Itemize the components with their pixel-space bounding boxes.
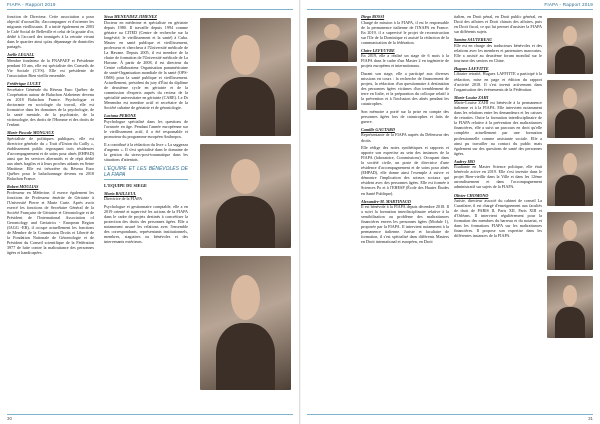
left-column-1 (7, 14, 94, 408)
member-name: Marie-Pascale MONGAUX (7, 129, 55, 135)
section-rule (104, 179, 188, 180)
paragraph: Directrice de la FIAPA (104, 196, 143, 202)
member-name: Claire LEFEUVRE (361, 47, 395, 53)
portrait-photo (547, 80, 593, 138)
paragraph: Elle rédige des notes synthétiques et rapports et apporte son expertise au sein des instances de la FIAPA (laboratoire, Commissions). Occupant dans la société civile, un poste de directrice d'une résidence d'accompagnement et de soins pour aînés (EHPAD), elle donne ainsi l'exemple à suivre et démontre l'implication des acteurs sociaux qui résident avec des personnes âgées. Elle est formée à Sciences Po et à l'EHESP (École des Hautes Études en Santé Publique). (361, 145, 449, 196)
member-name: Frédérique LUCET (7, 81, 41, 87)
paragraph: Secrétaire Générale du Réseau Euro Québec de Coopération autour de Baluchon Alzheimer devenu en 2018 Baluchon France. Psychologue et doctorante en sociologie du travail, elle est formatrice dans les domaines de la psychologie, de la santé mentale, de la psychiatrie, de la victimologie, des droits de l'Homme et des droits de l'enfant. (7, 86, 94, 127)
paragraph: Durant son stage, elle a participé aux diverses missions en cours : la recherche de financement de projets, la rédaction d'un questionnaire à destination des personnes âgées victimes d'un tremblement de terre en Italie, et la préparation du colloque relatif à la prévention et à l'inclusion des aînés pendant les catastrophes. (361, 70, 449, 107)
paragraph: Libraire retraité, Hugues LAFFITTE a participé à la rédaction, mise en page et édition du rapport d'activité 2018. Il s'est investi activement dans l'organisation des événements de la Fédération. (454, 71, 542, 92)
paragraph: Professeur en Médecine, il exerce également les fonctions de Professeur émérite de Gériatrie à l'Université Pierre et Marie Curie. Après avoir exercé les fonctions de Secrétaire Général de la Société Française de Gériatrie et Gérontologie et de Président de l'International Association of Gerontology and Geriatrics - European Region (IAGG -ER), il occupe actuellement les fonctions de Membre de la Commission Droits et Liberté de la Fondation Nationale de Gérontologie et de Président du Conseil scientifique de la Fédération 3977 de lutte contre la maltraitance des personnes âgées et handicapées. (7, 189, 94, 256)
paragraph: Membre fondateur de la FNAPAEF et Présidente pendant 10 ans, elle est spécialiste des Conseils de Vie Sociale (CVS). Elle est présidente de l'association Bien vieillir ensemble. (7, 57, 94, 79)
paragraph: Il a contribué à la rédaction du livre « La saggezza d'argento ». Il s'est spécialisé dans le domaine de la gestion du stress-post-traumatique dans les situations d'attentats. (104, 141, 188, 162)
member-name: Joëlle LEGALL (7, 52, 35, 58)
portrait-photo (307, 18, 357, 62)
paragraph: Psychologue spécialisé dans les questions de l'avancée en âge. Pendant l'année européenne sur le vieillissement actif, il a été responsable et promoteur du programme européen Anthropos. (104, 118, 188, 140)
subsection-heading: L'EQUIPE DU SIEGE (104, 182, 147, 188)
paragraph: En 2019, elle a réalisé un stage de 6 mois à la FIAPA dans le cadre d'un Master 2 en ingénierie de projets européens et internationaux. (361, 53, 449, 69)
left-column-2 (104, 14, 188, 408)
paragraph: Représentante de la FIAPA auprès du Défenseur des droits. (361, 132, 449, 143)
paragraph: Étudiante en Master Science politique, elle était bénévole active en 2019. Elle s'est investie dans le projet Bien-vieillir dans la Ville et dans les 12ème arrondissement et dans l'accompagnement administratif sur sujets de la FIAPA. (454, 164, 542, 190)
paragraph: italien, en Droit pénal, en Droit public général, en Droit des affaires et Droit chinois des affaires, puis en Droit fiscal, ce qui lui permet d'assister la FIAPA sur différents sujets. (454, 14, 542, 35)
member-name: Hugues LAFFITTE (454, 65, 489, 71)
member-name: Maria BAILLEUL (104, 190, 137, 196)
member-name: Sissu MENENDEZ JIMENEZ (104, 14, 157, 19)
member-name: Luciana PERONE (104, 113, 137, 119)
footer-rule-left (7, 414, 293, 415)
member-name: Alexandre-M. MARTINAUD (361, 198, 411, 204)
paragraph: Elle est en charge des traducteurs bénévoles et des relations avec les membres et partenaires marocains. Elle a assisté au deuxième forum mondial sur le tourisme des seniors en Chine. (454, 42, 542, 63)
portrait-photo (200, 144, 291, 248)
paragraph: Il est bénévole à la FIAPA depuis décembre 2018. Il a suivi la formation interdisciplinaire relative à la sensibilisation au problème des maltraitances financières envers les personnes âgées (Module 1), proposée par la FIAPA. Il intervient notamment à la permanence italienne. Juriste et facultaire de formation, il s'est spécialisé dans différents Masters en Droit international et européen, en Droit (361, 204, 449, 245)
paragraph: Docteur en médecine et spécialiste en gériatrie depuis 1980. Il travaille depuis 1994 comme gériatre au CITED (Centre de recherche sur la longévité, le vieillissement et la santé) à Cuba. Master en santé publique et vieillissement, professeur et chercheur à l'Université médicale de La Havane. Depuis 2005, il est membre de la chaire de formation de l'Université médicale de La Havane. À partir de 2008, il est directeur du Centre collaborateur Organisation panaméricaine de santé-Organisation mondiale de la santé (OPS-OMS) pour la santé publique et vieillissement. Actuellement, président du jury d'État du diplôme de deuxième cycle en gériatrie et de la commission d'experts auprès du recteur de la spécialité universitaire en gériatrie (CARE). Le Dr Menendez est membre actif et secrétaire de la Société cubaine de gériatrie et de gérontologie. (104, 19, 188, 111)
member-name: Olivier CHOMONO (454, 192, 489, 198)
member-name: Marie-Louise ZAHI (454, 94, 489, 100)
portrait-photo (547, 212, 593, 270)
running-header-left: FIAPA - Rapport 2019 (7, 2, 56, 7)
paragraph: fonction de Directeur. Cette association a pour objectif d'accueillir, d'accompagner et d'orienter les migrants vieillissants. Il a initié également en 2003 le Café Social de Belleville et celui de la goutte d'or, dédié à l'accueil des immigrés à la retraite vivant dans le quartier ainsi qu'au dépannage de domiciles partagés. (7, 14, 94, 50)
paragraph: Chargé de mission à la FIAPA, il est le responsable de la permanence italienne de l'INAPA en France. En 2019, il a supervisé le projet de reconstruction sur l'Ile de la Dominique et assisté la rédaction de la communication de la fédération. (361, 19, 449, 45)
portrait-photo (547, 18, 593, 74)
right-page (300, 0, 600, 424)
header-rule-right (307, 9, 593, 10)
member-name: Samira SAUTEREAU (454, 37, 493, 43)
book-spine (299, 0, 301, 424)
right-column-1 (361, 14, 449, 408)
paragraph: Spécialiste de politiques publiques, elle est directrice générale du « Trait d'Union du Cailly », établissement public regroupant trois résidences d'accompagnement et de soins pour aînés (EHPAD) ainsi que les services alternatifs et de répit dédié aux aînés fragiles et à leurs proches aidants en Seine Maritime. Elle est trésorière du Réseau Euro Québec pour le baluchonnage devenu en 2018 Baluchon France. (7, 135, 94, 181)
portrait-photo (200, 18, 291, 136)
member-name: Audrey IRO (454, 158, 475, 164)
page-number-right: 31 (588, 416, 593, 421)
header-rule-left (7, 9, 293, 10)
right-column-2 (454, 14, 542, 408)
paragraph: Juriste, directeur associé du cabinet de conseil La Curatfaire, il est chargé d'enseignement aux facultés de droit de PARIS II, Paris XII, Paris XIII et d'Orléans. Il intervient régulièrement pour la formation des membres du barreau et du notariat, et dans les formations FIAPA sur les maltraitances financières. Il propose son expertise dans les différentes instances de la FIAPA. (454, 198, 542, 239)
paragraph: Marie-Louise ZAHI est bénévole à la permanence italienne et à la FIAPA. Elle intervient notamment dans les relations entre les demandeurs et les caisses de retraites. Outre la formation interdisciplinaire de la FIAPA relative à la prévention des maltraitances financières, elle a suivi un parcours en droit qu'elle complète actuellement par une formation professionnelle comme assistante sociale. Elle a ainsi pu travailler au contact du public mais également sur des questions de santé des personnes âgées. (454, 100, 542, 156)
running-header-right: FIAPA - Rapport 2019 (544, 2, 593, 7)
paragraph: Psychologue et gestionnaire comptable, elle a en 2019 orienté et supervisé les actions de la FIAPA dans le cadre de projets destinés à concrétiser la protection des droits des personnes âgées. Elle a notamment assuré les relations avec l'ensemble des correspondants, représentants institutionnels, membres, stagiaires ou bénévoles et des intervenants extérieurs. (104, 203, 188, 245)
member-name: Diego ROSSI (361, 14, 385, 19)
page-number-left: 30 (7, 416, 12, 421)
portrait-photo (200, 256, 291, 390)
footer-rule-right (307, 414, 593, 415)
portrait-photo (307, 66, 357, 110)
paragraph: Son mémoire a porté sur la prise en compte des personnes âgées lors de catastrophes et faits de guerre. (361, 108, 449, 124)
section-heading: L'ÉQUIPE ET LES BÉNÉVOLES DE LA FIAPA (104, 165, 188, 178)
portrait-photo (547, 276, 593, 338)
member-name: Robert MOULIAS (7, 183, 39, 189)
member-name: Camille GAUTARD (361, 126, 395, 132)
portrait-photo (547, 144, 593, 206)
